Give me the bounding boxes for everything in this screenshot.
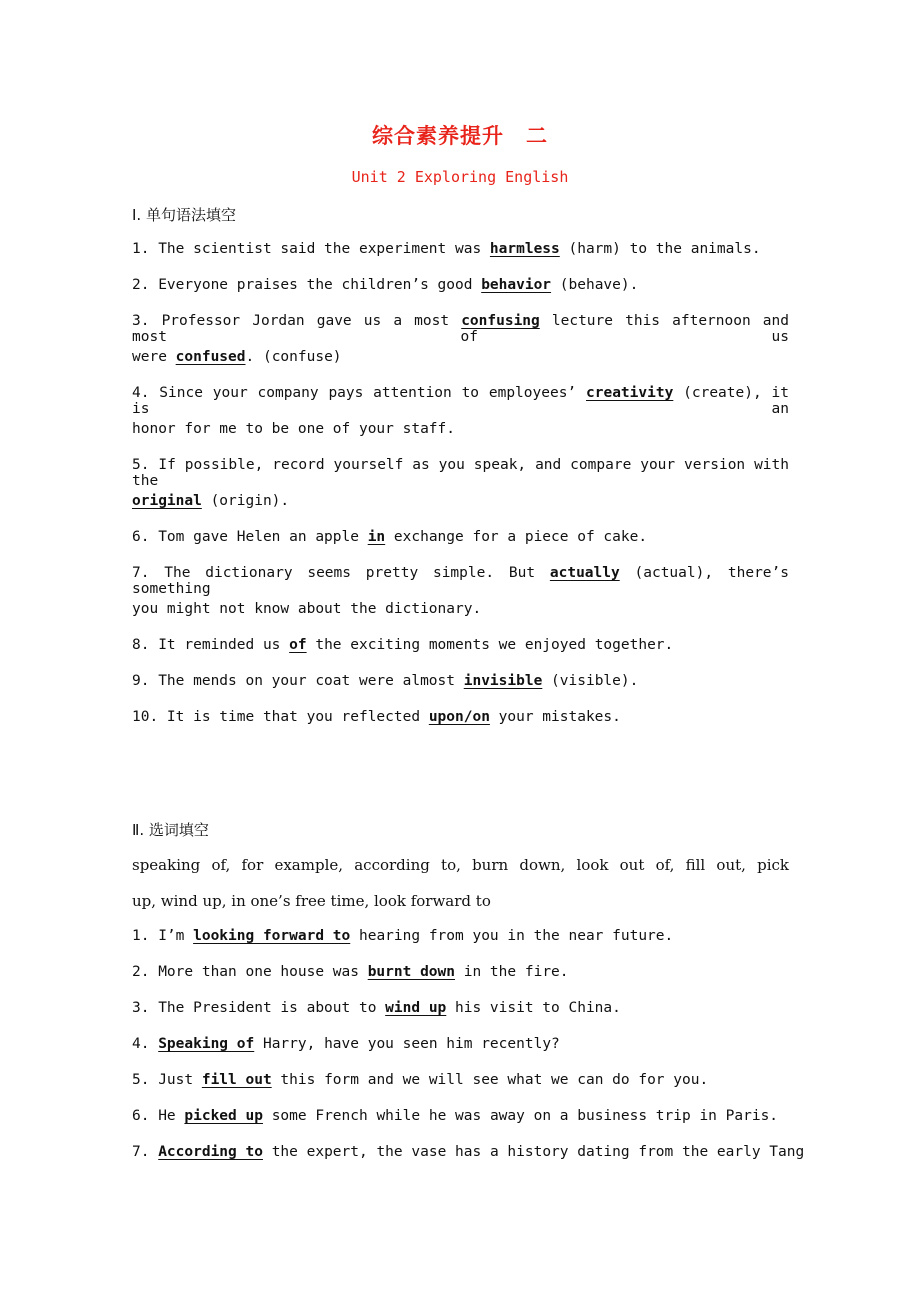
question-text: 5. Just — [132, 1072, 202, 1088]
question-text: (behave). — [551, 277, 639, 293]
answer-text: harmless — [489, 241, 560, 257]
question-6-line-1 — [132, 529, 789, 545]
question-text: 7. — [132, 1144, 159, 1160]
page-title: 综合素养提升 二 — [372, 124, 548, 148]
answer-text: confusing — [461, 313, 540, 329]
question-text: you might not know about the dictionary. — [132, 601, 482, 617]
question-text: hearing from you in the near future. — [350, 928, 674, 944]
question-text: 7. The dictionary seems pretty simple. But — [132, 565, 550, 581]
question-2-line-1 — [132, 277, 789, 293]
question-text: (visible). — [542, 673, 639, 689]
question-8-line-1 — [132, 637, 789, 653]
word-bank-line-1: speaking of, for example, according to, burn down, look out of, fill out, pick — [132, 856, 789, 874]
section-2-heading: Ⅱ. 选词填空 — [132, 821, 209, 839]
question-7-line-2 — [132, 601, 789, 617]
question-text: his visit to China. — [446, 1000, 621, 1016]
answer-text: actually — [549, 565, 620, 581]
question-text: 6. Tom gave Helen an apple — [132, 529, 368, 545]
question-text: (harm) to the animals. — [559, 241, 761, 257]
answer-text: picked up — [184, 1108, 263, 1124]
question-text: the exciting moments we enjoyed together. — [306, 637, 674, 653]
question-text: 3. Professor Jordan gave us a most — [132, 313, 462, 329]
question-text: this form and we will see what we can do for you. — [271, 1072, 709, 1088]
question-text: honor for me to be one of your staff. — [132, 421, 456, 437]
question-text: Harry, have you seen him recently? — [254, 1036, 560, 1052]
question-6-line-1 — [132, 1108, 789, 1124]
question-5-line-2 — [132, 493, 789, 509]
question-4-line-1 — [132, 1036, 789, 1052]
question-2-line-1 — [132, 964, 789, 980]
question-text: 2. More than one house was — [132, 964, 368, 980]
question-text: exchange for a piece of cake. — [385, 529, 648, 545]
section-1-heading: Ⅰ. 单句语法填空 — [132, 206, 236, 224]
question-text: 4. Since your company pays attention to employees’ — [132, 385, 586, 401]
question-text: 9. The mends on your coat were almost — [132, 673, 464, 689]
answer-text: Speaking of — [158, 1036, 255, 1052]
answer-text: creativity — [586, 385, 674, 401]
question-1-line-1 — [132, 241, 789, 257]
answer-text: wind up — [385, 1000, 447, 1016]
answer-text: of — [289, 637, 307, 653]
question-text: 4. — [132, 1036, 159, 1052]
question-text: some French while he was away on a business trip in Paris. — [262, 1108, 779, 1124]
question-text: (origin). — [201, 493, 290, 509]
question-text: in the fire. — [455, 964, 569, 980]
answer-text: According to — [158, 1144, 263, 1160]
answer-text: burnt down — [367, 964, 456, 980]
question-10-line-1 — [132, 709, 789, 725]
answer-text: original — [132, 493, 202, 509]
question-4-line-1 — [132, 385, 789, 417]
answer-text: looking forward to — [193, 928, 351, 944]
question-7-line-1 — [132, 1144, 805, 1160]
question-3-line-1 — [132, 1000, 789, 1016]
question-text: (create), it is an — [132, 385, 789, 417]
question-text: 6. He — [132, 1108, 185, 1124]
question-3-line-2 — [132, 349, 789, 365]
question-text: the expert, the vase has a history dating from the early Tang — [262, 1144, 805, 1160]
question-text: 8. It reminded us — [132, 637, 290, 653]
question-text: . (confuse) — [245, 349, 342, 365]
question-text: 2. Everyone praises the children’s good — [132, 277, 482, 293]
question-5-line-1 — [132, 457, 789, 489]
question-text: 5. If possible, record yourself as you speak, and compare your version with the — [132, 457, 789, 489]
question-text: lecture this afternoon and most of us — [132, 313, 790, 345]
question-text: your mistakes. — [489, 709, 621, 725]
question-5-line-1 — [132, 1072, 789, 1088]
question-1-line-1 — [132, 928, 789, 944]
question-text: 3. The President is about to — [132, 1000, 386, 1016]
question-9-line-1 — [132, 673, 789, 689]
answer-text: in — [367, 529, 386, 545]
answer-text: confused — [175, 349, 246, 365]
answer-text: behavior — [481, 277, 552, 293]
question-text: 10. It is time that you reflected — [132, 709, 429, 725]
word-bank-line-2: up, wind up, in one’s free time, look forward to — [132, 892, 491, 910]
answer-text: upon/on — [428, 709, 490, 725]
answer-text: invisible — [463, 673, 543, 689]
question-text: (actual), there’s something — [132, 565, 789, 597]
question-text: 1. The scientist said the experiment was — [132, 241, 490, 257]
question-3-line-1 — [132, 313, 789, 345]
page-subtitle: Unit 2 Exploring English — [351, 168, 569, 186]
answer-text: fill out — [201, 1072, 272, 1088]
question-4-line-2 — [132, 421, 789, 437]
question-text: 1. I’m — [132, 928, 194, 944]
question-7-line-1 — [132, 565, 789, 597]
question-text: were — [132, 349, 176, 365]
